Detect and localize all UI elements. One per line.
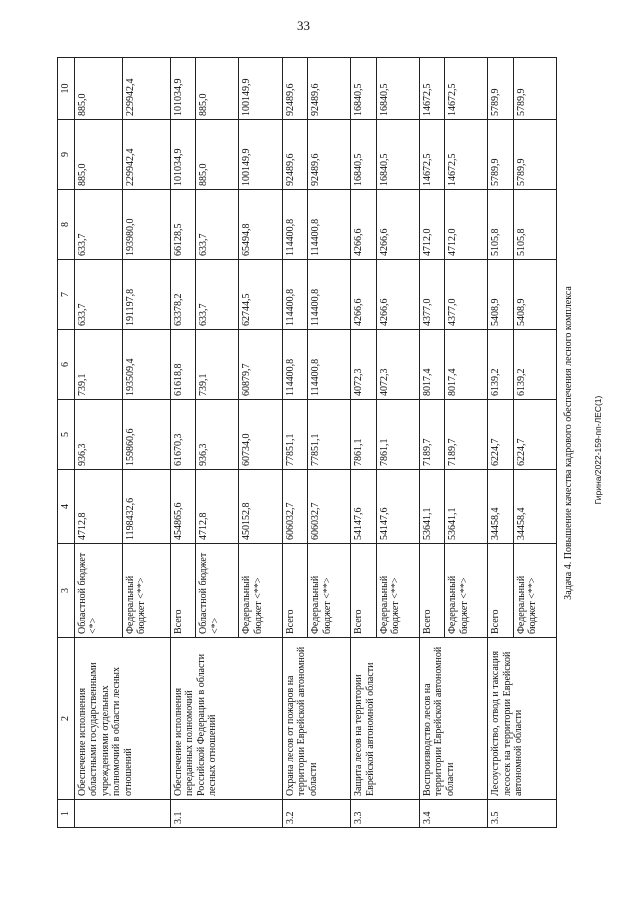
amount-cell: 92489,6 [282,120,307,190]
column-header: 2 [58,638,75,800]
amount-cell: 5789,9 [488,120,513,190]
funding-source: Федеральный бюджет <**> [376,544,419,638]
amount-cell: 885,0 [74,58,122,120]
amount-cell: 4712,8 [74,470,122,544]
amount-cell: 6224,7 [513,400,556,470]
funding-source: Всего [488,544,513,638]
item-name: Обеспечение исполнения переданных полномочий Российской Федерации в области лесных отношений [170,638,282,800]
amount-cell: 159860,6 [122,400,170,470]
amount-cell: 14672,5 [419,120,444,190]
amount-cell: 6139,2 [488,330,513,400]
amount-cell: 633,7 [74,260,122,330]
amount-cell: 5789,9 [488,58,513,120]
amount-cell: 53641,1 [419,470,444,544]
amount-cell: 7861,1 [376,400,419,470]
amount-cell: 4712,8 [196,470,239,544]
funding-source: Всего [351,544,376,638]
rotated-table-container [57,58,587,828]
amount-cell: 14672,5 [445,120,488,190]
page-number: 33 [297,18,310,33]
amount-cell: 14672,5 [419,58,444,120]
amount-cell: 34458,4 [513,470,556,544]
funding-source: Всего [282,544,307,638]
amount-cell: 7861,1 [351,400,376,470]
amount-cell: 4712,0 [419,190,444,260]
amount-cell: 114400,8 [308,190,351,260]
amount-cell: 229942,4 [122,120,170,190]
amount-cell: 114400,8 [308,260,351,330]
column-header: 1 [58,800,75,828]
amount-cell: 60734,0 [239,400,282,470]
amount-cell: 61618,8 [170,330,195,400]
amount-cell: 62744,5 [239,260,282,330]
amount-cell: 7189,7 [445,400,488,470]
amount-cell: 5105,8 [488,190,513,260]
amount-cell: 5408,9 [488,260,513,330]
funding-source: Федеральный бюджет <**> [308,544,351,638]
amount-cell: 633,7 [196,190,239,260]
amount-cell: 633,7 [74,190,122,260]
amount-cell: 5105,8 [513,190,556,260]
amount-cell: 77851,1 [282,400,307,470]
amount-cell: 633,7 [196,260,239,330]
table-row [282,58,307,828]
amount-cell: 114400,8 [282,330,307,400]
amount-cell: 8017,4 [419,330,444,400]
amount-cell: 4377,0 [419,260,444,330]
amount-cell: 1198432,6 [122,470,170,544]
amount-cell: 229942,4 [122,58,170,120]
amount-cell: 5789,9 [513,120,556,190]
table-row [488,58,513,828]
amount-cell: 191197,8 [122,260,170,330]
amount-cell: 92489,6 [308,120,351,190]
funding-source: Всего [170,544,195,638]
document-code: Гирина/2022-159-пп-ЛЕС(1) [593,395,603,505]
funding-source: Федеральный бюджет <**> [122,544,170,638]
amount-cell: 100149,9 [239,58,282,120]
amount-cell: 4266,6 [351,190,376,260]
amount-cell: 6224,7 [488,400,513,470]
item-number: 3.2 [282,800,351,828]
amount-cell: 5789,9 [513,58,556,120]
amount-cell: 885,0 [196,58,239,120]
table-row [170,58,195,828]
table-body [74,58,557,828]
column-header: 6 [58,330,75,400]
item-name: Воспроизводство лесов на территории Еврейской автономной области [419,638,488,800]
item-name: Обеспечение исполнения областными государственными учреждениями отдельных полномочий в области лесных отношений [74,638,170,800]
column-header: 7 [58,260,75,330]
column-header: 10 [58,58,75,120]
amount-cell: 885,0 [74,120,122,190]
table-row [419,58,444,828]
amount-cell: 4266,6 [351,260,376,330]
amount-cell: 936,3 [196,400,239,470]
amount-cell: 16840,5 [376,120,419,190]
amount-cell: 101034,9 [170,120,195,190]
amount-cell: 6139,2 [513,330,556,400]
table-row [351,58,376,828]
amount-cell: 14672,5 [445,58,488,120]
amount-cell: 92489,6 [308,58,351,120]
amount-cell: 92489,6 [282,58,307,120]
amount-cell: 606032,7 [308,470,351,544]
amount-cell: 54147,6 [376,470,419,544]
column-header: 9 [58,120,75,190]
amount-cell: 885,0 [196,120,239,190]
column-header: 5 [58,400,75,470]
amount-cell: 16840,5 [351,120,376,190]
header-row [58,58,75,828]
funding-source: Областной бюджет <*> [74,544,122,638]
amount-cell: 193509,4 [122,330,170,400]
amount-cell: 193980,0 [122,190,170,260]
item-number: 3.1 [170,800,282,828]
amount-cell: 739,1 [196,330,239,400]
amount-cell: 101034,9 [170,58,195,120]
amount-cell: 4072,3 [376,330,419,400]
funding-source: Всего [419,544,444,638]
amount-cell: 34458,4 [488,470,513,544]
column-header: 8 [58,190,75,260]
funding-source: Федеральный бюджет <**> [513,544,556,638]
amount-cell: 77851,1 [308,400,351,470]
amount-cell: 100149,9 [239,120,282,190]
amount-cell: 65494,8 [239,190,282,260]
item-number: 3.4 [419,800,488,828]
amount-cell: 114400,8 [308,330,351,400]
item-name: Охрана лесов от пожаров на территории Еврейской автономной области [282,638,351,800]
task-caption: Задача 4. Повышение качества кадрового обеспечения лесного комплекса [563,286,574,600]
amount-cell: 606032,7 [282,470,307,544]
amount-cell: 8017,4 [445,330,488,400]
funding-source: Областной бюджет <*> [196,544,239,638]
amount-cell: 60879,7 [239,330,282,400]
funding-source: Федеральный бюджет <**> [239,544,282,638]
item-name: Лесоустройство, отвод и таксация лесосек на территории Еврейской автономной области [488,638,557,800]
item-number [74,800,170,828]
amount-cell: 66128,5 [170,190,195,260]
table-row [74,58,122,828]
amount-cell: 4712,0 [445,190,488,260]
amount-cell: 4072,3 [351,330,376,400]
amount-cell: 53641,1 [445,470,488,544]
funding-source: Федеральный бюджет <**> [445,544,488,638]
amount-cell: 450152,8 [239,470,282,544]
item-name: Защита лесов на территории Еврейской автономной области [351,638,420,800]
column-header: 3 [58,544,75,638]
amount-cell: 4266,6 [376,190,419,260]
amount-cell: 54147,6 [351,470,376,544]
amount-cell: 4377,0 [445,260,488,330]
amount-cell: 936,3 [74,400,122,470]
amount-cell: 16840,5 [376,58,419,120]
item-number: 3.3 [351,800,420,828]
budget-table [57,57,557,828]
amount-cell: 739,1 [74,330,122,400]
amount-cell: 454865,6 [170,470,195,544]
amount-cell: 63378,2 [170,260,195,330]
column-header: 4 [58,470,75,544]
amount-cell: 114400,8 [282,260,307,330]
amount-cell: 16840,5 [351,58,376,120]
amount-cell: 4266,6 [376,260,419,330]
amount-cell: 61670,3 [170,400,195,470]
amount-cell: 114400,8 [282,190,307,260]
item-number: 3.5 [488,800,557,828]
amount-cell: 7189,7 [419,400,444,470]
amount-cell: 5408,9 [513,260,556,330]
